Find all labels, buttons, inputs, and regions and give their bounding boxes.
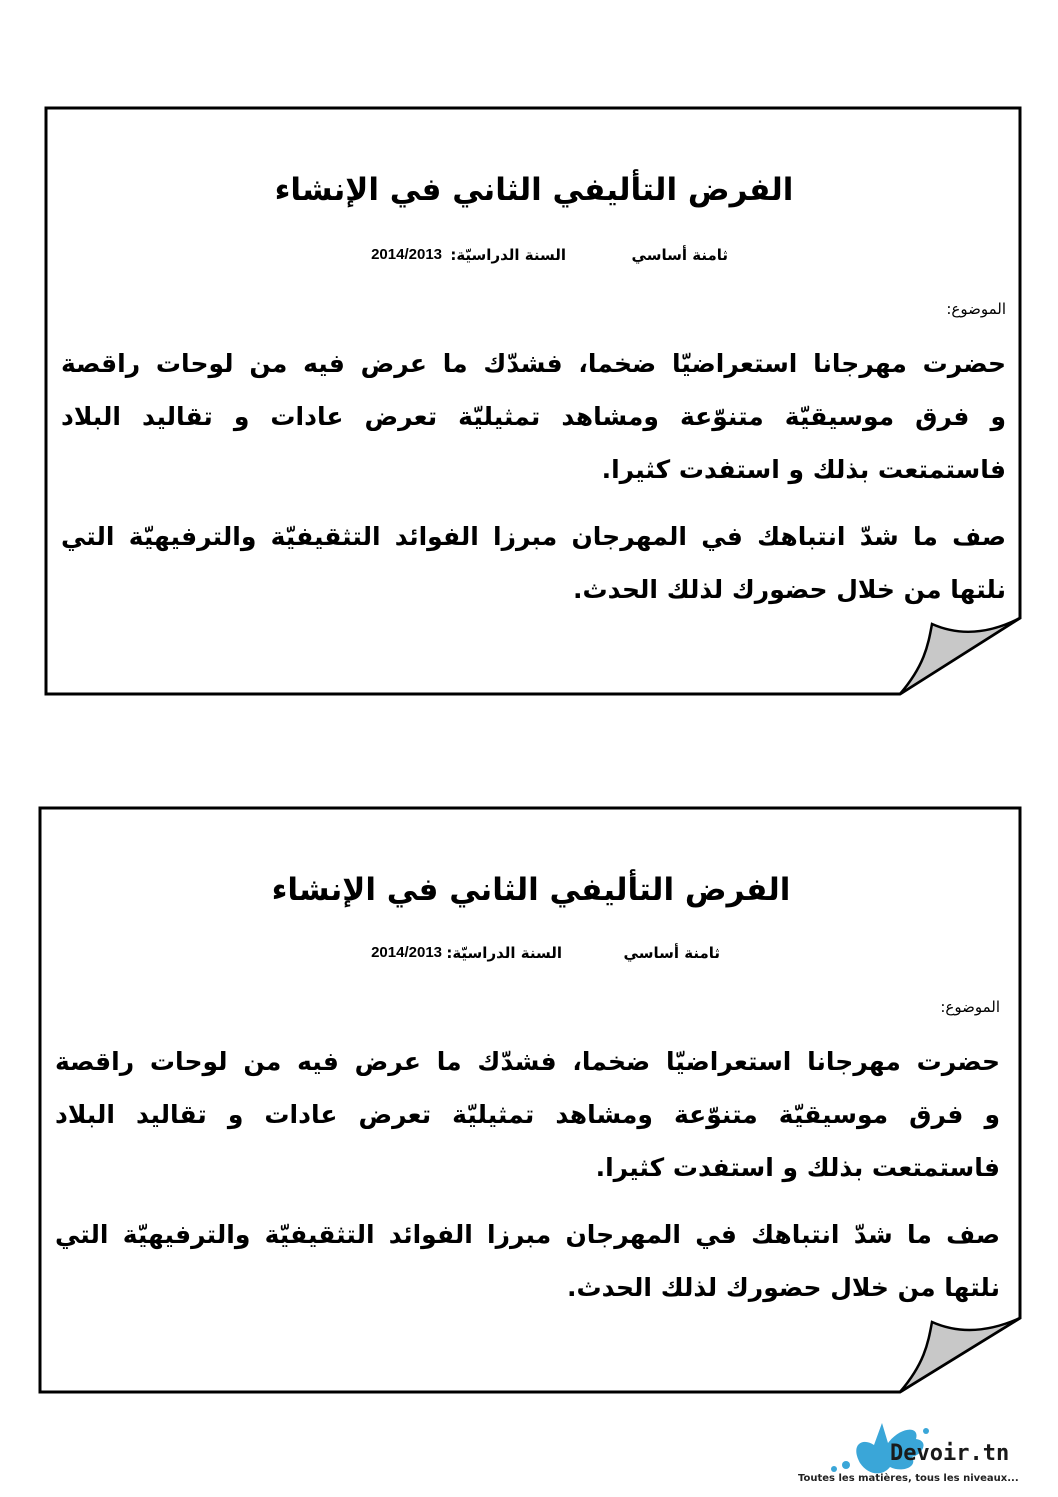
logo-tagline: Toutes les matières, tous les niveaux... [798,1473,1019,1484]
school-year: 2014/2013 [371,246,442,263]
body-line: نلتها من خلال حضورك لذلك الحدث. [566,1273,1000,1302]
body-line: و فرق موسيقيّة متنوّعة ومشاهد تمثيليّة تعرض عادات و تقاليد البلاد [55,1100,1000,1129]
school-year-label: السنة الدراسيّة: [446,944,562,962]
devoir-tn-logo [790,1415,1055,1495]
body-line: حضرت مهرجانا استعراضيّا ضخما، فشدّك ما عرض فيه من لوحات راقصة [55,1047,1000,1076]
exam-card-2 [38,806,1024,1396]
class-level: ثامنة أساسي [631,246,728,264]
body-line: فاستمتعت بذلك و استفدت كثيرا. [595,1153,1000,1182]
class-level: ثامنة أساسي [623,944,720,962]
body-line: حضرت مهرجانا استعراضيّا ضخما، فشدّك ما عرض فيه من لوحات راقصة [61,349,1006,378]
body-line: صف ما شدّ انتباهك في المهرجان مبرزا الفوائد التثقيفيّة والترفيهيّة التي [55,1220,1000,1249]
school-year: 2014/2013 [371,944,442,961]
body-line: و فرق موسيقيّة متنوّعة ومشاهد تمثيليّة تعرض عادات و تقاليد البلاد [61,402,1006,431]
logo-name: Devoir.tn [890,1441,1010,1466]
body-line: نلتها من خلال حضورك لذلك الحدث. [572,575,1006,604]
topic-label: الموضوع: [946,300,1006,318]
exam-title: الفرض التأليفي الثاني في الإنشاء [274,172,794,208]
topic-label: الموضوع: [940,998,1000,1016]
body-line: صف ما شدّ انتباهك في المهرجان مبرزا الفوائد التثقيفيّة والترفيهيّة التي [61,522,1006,551]
exam-card-1 [44,106,1024,698]
body-line: فاستمتعت بذلك و استفدت كثيرا. [601,455,1006,484]
exam-title: الفرض التأليفي الثاني في الإنشاء [271,872,791,908]
school-year-label: السنة الدراسيّة: [450,246,566,264]
